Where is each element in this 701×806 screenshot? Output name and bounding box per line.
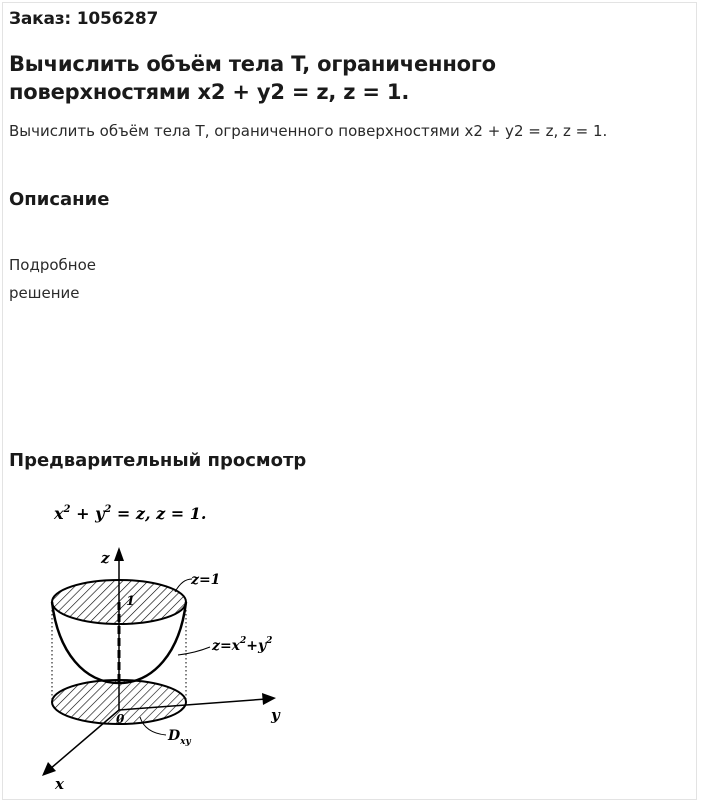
preview-figure xyxy=(30,495,330,795)
plane-label: z=1 xyxy=(191,572,221,588)
plane-leader xyxy=(175,579,192,592)
formula: $x^2 + y^2 = z$, z = 1. xyxy=(54,504,207,523)
surface-leader xyxy=(178,647,210,655)
axis-x-label: x xyxy=(55,775,64,793)
axis-z-label: z xyxy=(101,549,110,567)
domain-label: $D_{xy}$ xyxy=(168,728,191,747)
one-label: 1 xyxy=(126,594,136,609)
description-text: Подробное решение xyxy=(9,256,96,302)
origin-label: 0 xyxy=(116,712,125,726)
preview-heading: Предварительный просмотр xyxy=(9,450,307,471)
z-axis-arrow xyxy=(114,547,124,561)
task-description: Вычислить объём тела T, ограниченного поверхностями x2 + y2 = z, z = 1. xyxy=(9,122,608,140)
description-heading: Описание xyxy=(9,189,110,210)
task-title: Вычислить объём тела T, ограниченного поверхностями x2 + y2 = z, z = 1. xyxy=(9,52,496,104)
x-axis-arrow xyxy=(42,762,56,776)
surface-label: $z=x^2+y^2$ xyxy=(212,636,273,654)
y-axis-arrow xyxy=(262,693,276,705)
order-number: Заказ: 1056287 xyxy=(9,9,159,29)
axis-y-label: y xyxy=(271,706,280,724)
